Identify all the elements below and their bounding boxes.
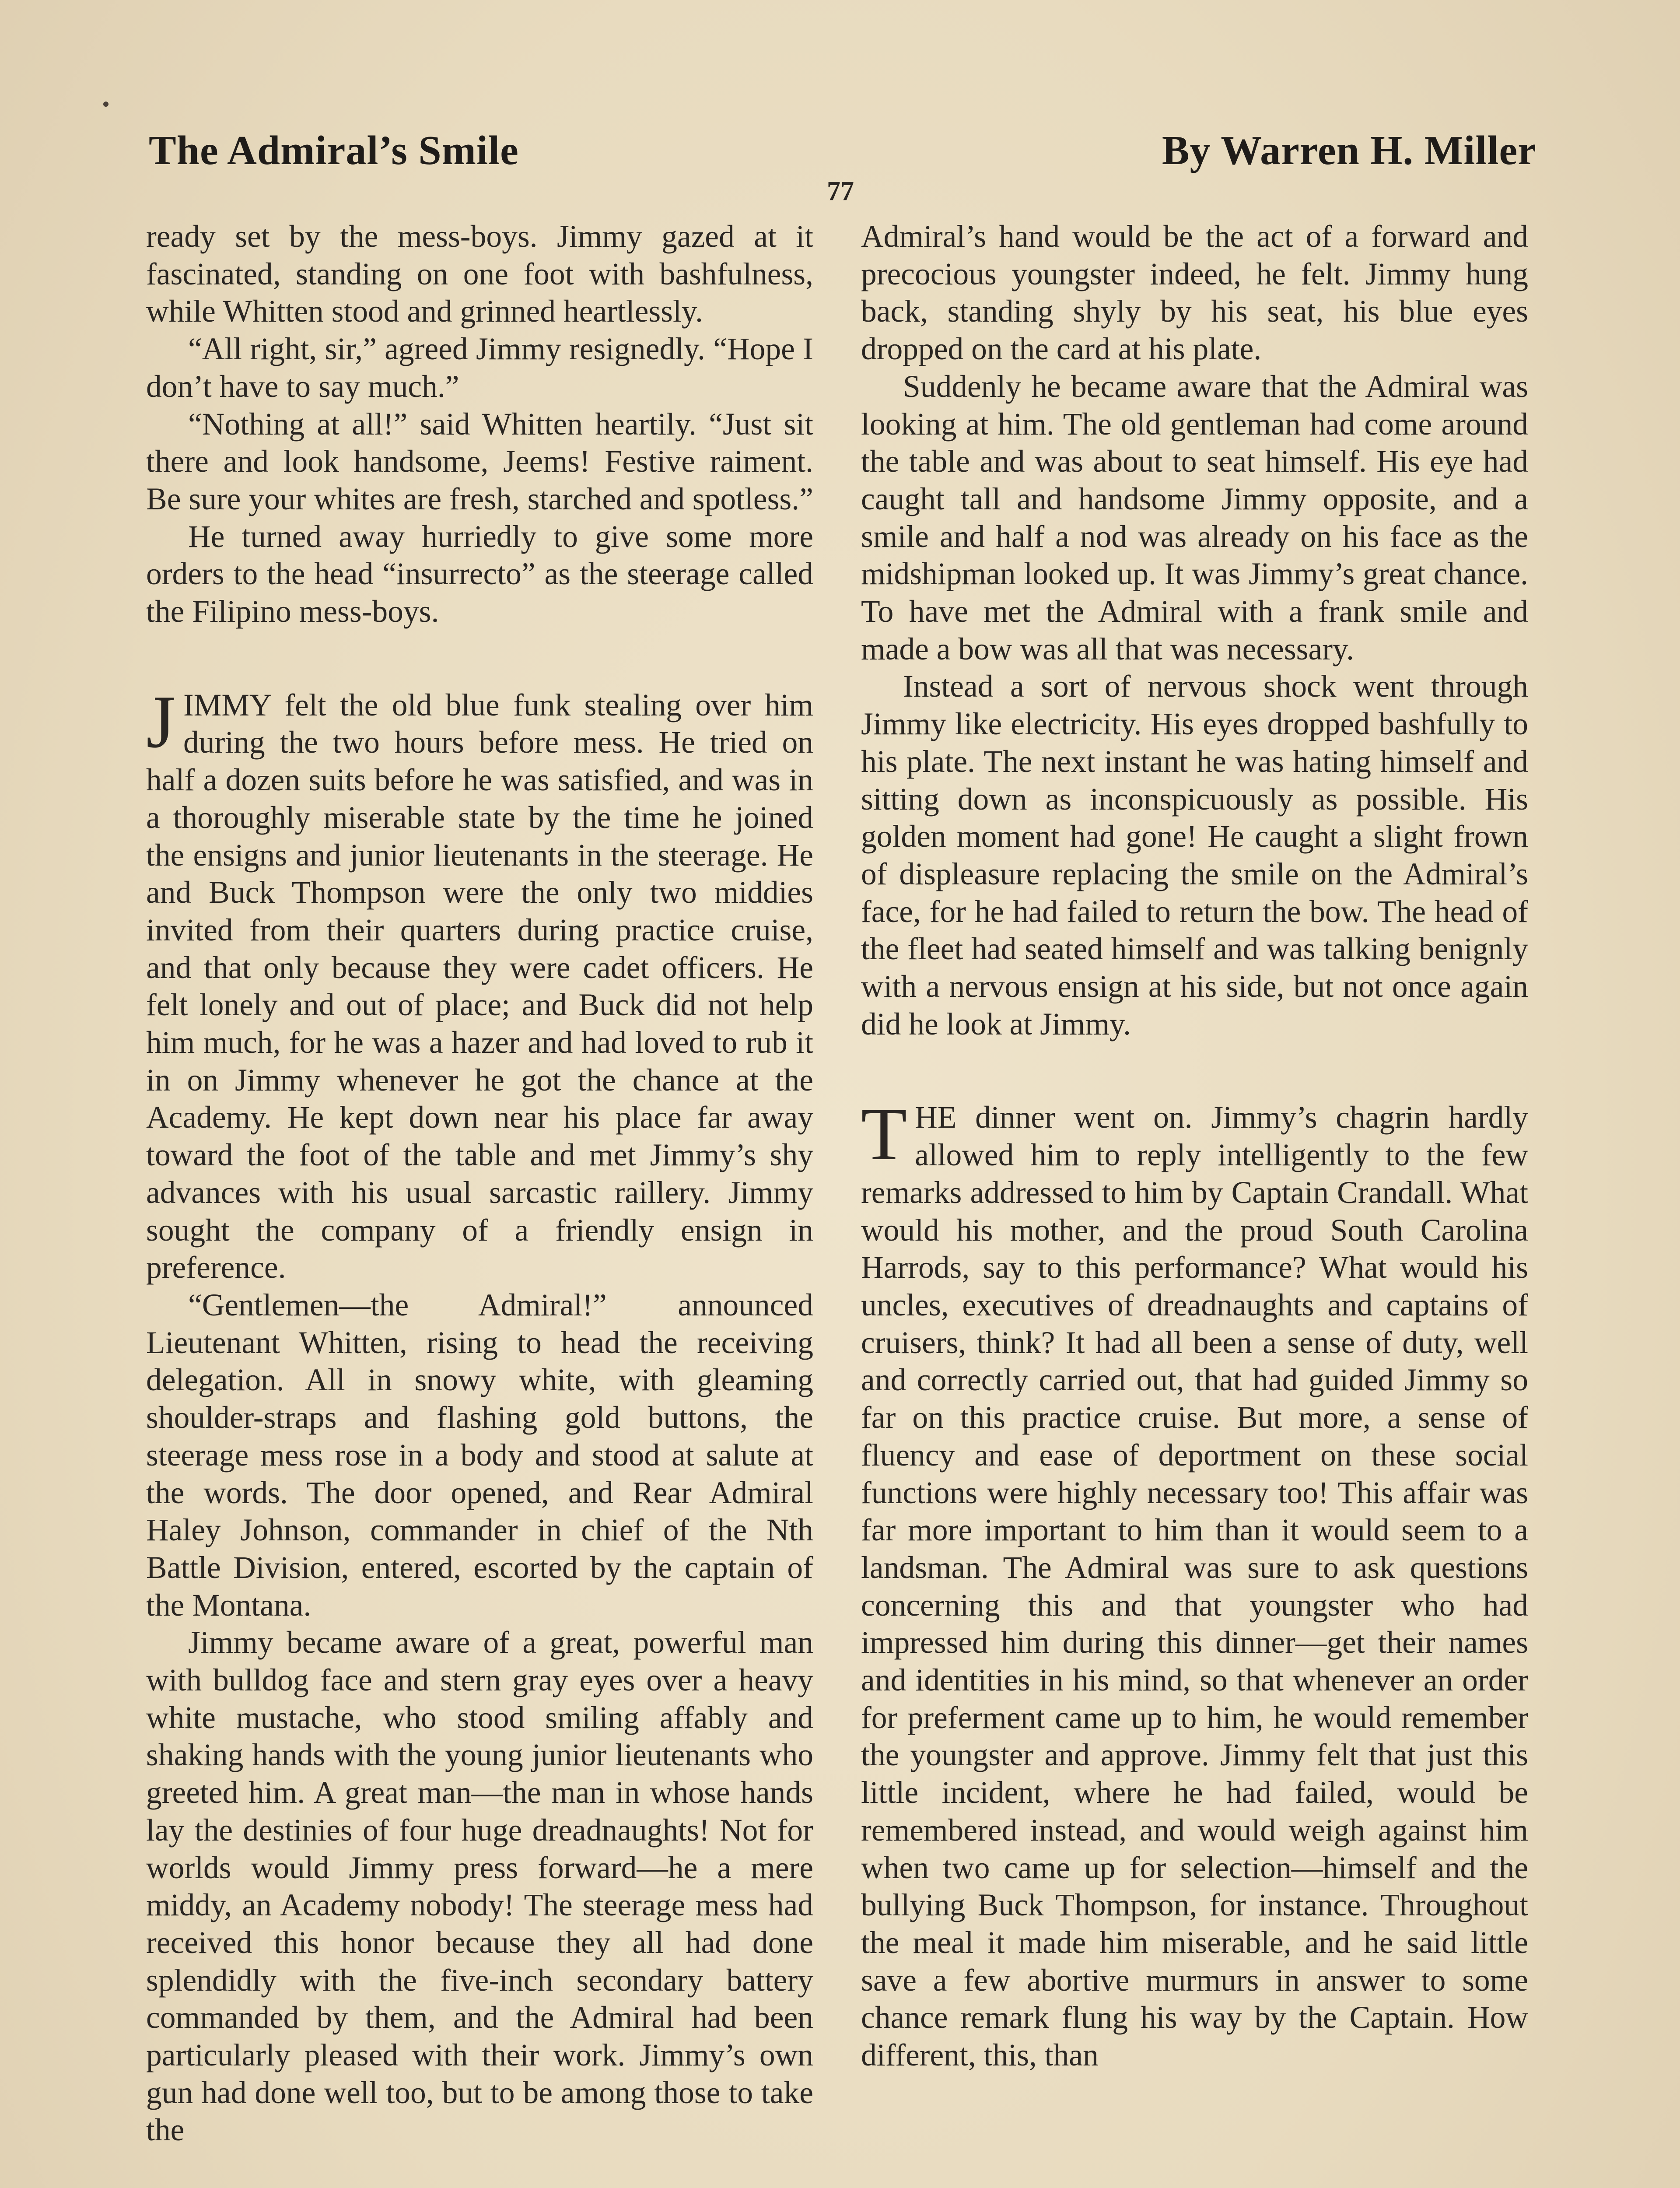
story-byline: By Warren H. Miller (1162, 128, 1536, 173)
paragraph: “Nothing at all!” said Whitten heartily. “Just sit there and look handsome, Jeems! Festive raiment. Be sure your whites are fresh, starched and spotless.” (146, 407, 813, 516)
paragraph: “Gentlemen—the Admiral!” announced Lieutenant Whitten, rising to head the receiving delegation. All in snowy white, with gleaming shoulder-straps and flashing gold buttons, the steerage mess rose in a body and stood at salute at the words. The door opened, and Rear Admiral Haley Johnson, commander in chief of the Nth Battle Division, entered, escorted by the captain of the Montana. (146, 1287, 813, 1623)
paragraph: ready set by the mess-boys. Jimmy gazed at it fascinated, standing on one foot with bashfulness, while Whitten stood and grinned heartlessly. (146, 219, 813, 329)
paragraph: Suddenly he became aware that the Admiral was looking at him. The old gentleman had come around the table and was about to seat himself. His eye had caught tall and handsome Jimmy opposite, and a smile and half a nod was already on his face as the midshipman looked up. It was Jimmy’s great chance. To have met the Admiral with a frank smile and made a bow was all that was necessary. (861, 369, 1528, 666)
text-column-right (861, 218, 1528, 2188)
paragraph: “All right, sir,” agreed Jimmy resignedly. “Hope I don’t have to say much.” (146, 332, 813, 404)
ink-speck (103, 102, 108, 107)
page-number: 77 (827, 176, 854, 206)
section-opening-paragraph: THE dinner went on. Jimmy’s chagrin hardly allowed him to reply intelligently to the few remarks addressed to him by Captain Crandall. What would his mother, and the proud South Carolina Harrods, say to this performance? What would his uncles, executives of dreadnaughts and captains of cruisers, think? It had all been a sense of duty, well and correctly carried out, that had guided Jimmy so far on this practice cruise. But more, a sense of fluency and ease of deportment on these social functions were highly necessary too! This affair was far more important to him than it would seem to a landsman. The Admiral was sure to ask questions concerning this and that youngster who had impressed him during this dinner—get their names and identities in his mind, so that whenever an order for preferment came up to him, he would remember the youngster and approve. Jimmy felt that just this little incident, where he had failed, would be remembered instead, and would weigh against him when two came up for selection—himself and the bullying Buck Thompson, for instance. Throughout the meal it made him miserable, and he said little save a few abortive murmurs in answer to some chance remark flung his way by the Captain. How different, this, than (861, 1093, 1528, 2073)
text-column-left (146, 218, 813, 2188)
paragraph: Jimmy became aware of a great, powerful man with bulldog face and stern gray eyes over a heavy white mustache, who stood smiling affably and shaking hands with the young junior lieutenants who greeted him. A great man—the man in whose hands lay the destinies of four huge dreadnaughts! Not for worlds would Jimmy press forward—he a mere middy, an Academy nobody! The steerage mess had received this honor because they all had done splendidly with the five-inch secondary battery commanded by them, and the Admiral had been particularly pleased with their work. Jimmy’s own gun had done well too, but to be among those to take the (146, 1625, 813, 2148)
paragraph: Admiral’s hand would be the act of a forward and precocious youngster indeed, he felt. Jimmy hung back, standing shyly by his seat, his blue eyes dropped on the card at his plate. (861, 219, 1528, 367)
story-title: The Admiral’s Smile (149, 128, 519, 173)
paragraph: He turned away hurriedly to give some more orders to the head “insurrecto” as the steerage called the Filipino mess-boys. (146, 519, 813, 629)
section-opening-paragraph: JIMMY felt the old blue funk stealing over him during the two hours before mess. He tried on half a dozen suits before he was satisfied, and was in a thoroughly miserable state by the time he joined the ensigns and junior lieutenants in the steerage. He and Buck Thompson were the only two middies invited from their quarters during practice cruise, and that only because they were cadet officers. He felt lonely and out of place; and Buck did not help him much, for he was a hazer and had loved to rub it in on Jimmy whenever he got the chance at the Academy. He kept down near his place far away toward the foot of the table and met Jimmy’s shy advances with his usual sarcastic raillery. Jimmy sought the company of a friendly ensign in preference. (146, 680, 813, 1285)
paragraph: Instead a sort of nervous shock went through Jimmy like electricity. His eyes dropped bashfully to his plate. The next instant he was hating himself and sitting down as inconspicuously as possible. His golden moment had gone! He caught a slight frown of displeasure replacing the smile on the Admiral’s face, for he had failed to return the bow. The head of the fleet had seated himself and was talking benignly with a nervous ensign at his side, but not once again did he look at Jimmy. (861, 669, 1528, 1041)
